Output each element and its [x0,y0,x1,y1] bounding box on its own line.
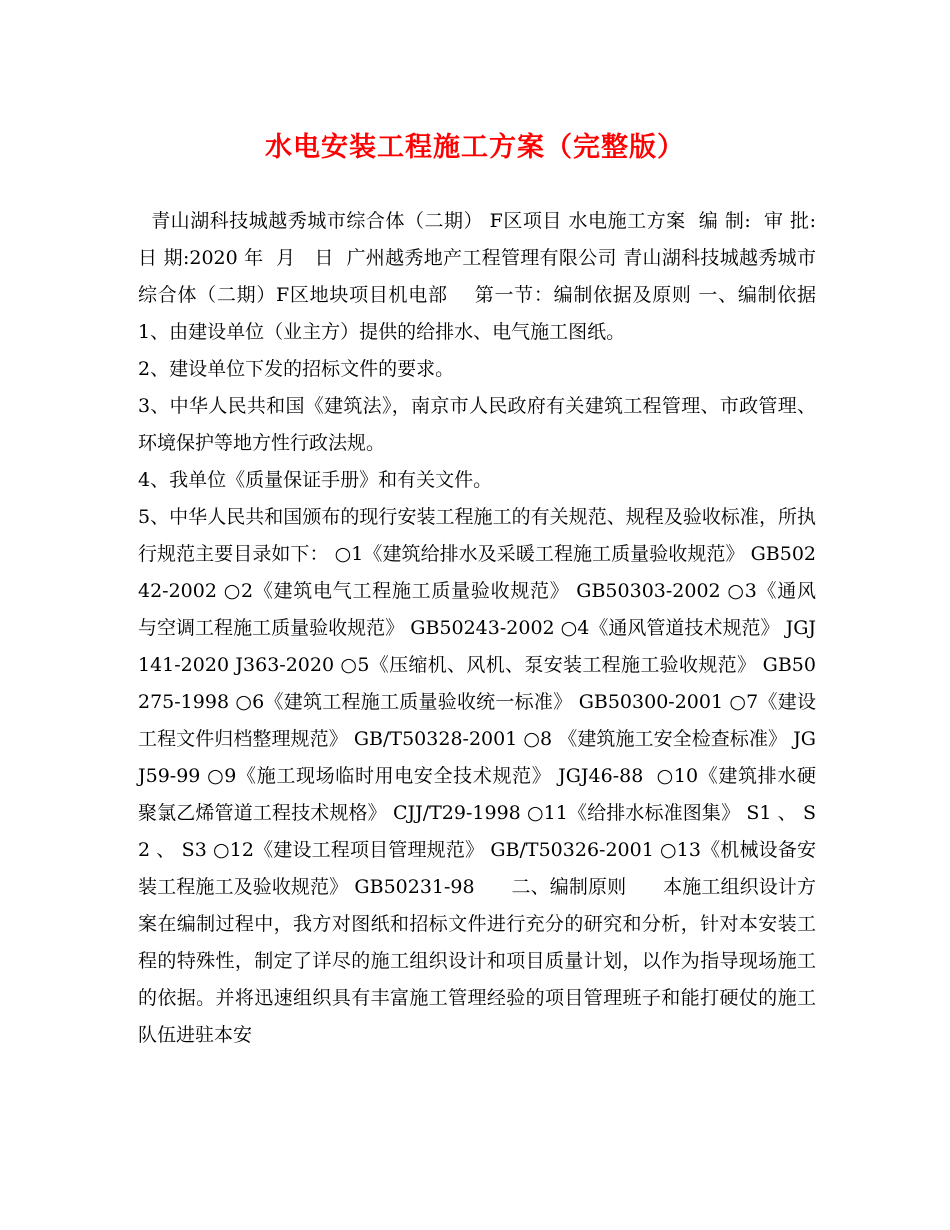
paragraph-intro: 青山湖科技城越秀城市综合体（二期） F区项目 水电施工方案 编 制: 审 批: 日 期:2020 年 月 日 广州越秀地产工程管理有限公司 青山湖科技城越秀城市综合体（二期）F区地块项目机电部 第一节：编制依据及原则 一、编制依据 1、由建设单位（业主方）提供的给排水、电气施工图纸。 [138,210,925,343]
paragraph-item-3: 3、中华人民共和国《建筑法》，南京市人民政府有关建筑工程管理、市政管理、环境保护等地方性行政法规。 [138,395,816,454]
paragraph-item-2: 2、建设单位下发的招标文件的要求。 [138,358,455,380]
document-title: 水电安装工程施工方案（完整版） [265,132,685,163]
document-body [138,203,925,1054]
paragraph-item-4: 4、我单位《质量保证手册》和有关文件。 [138,469,493,491]
paragraph-item-5: 5、中华人民共和国颁布的现行安装工程施工的有关规范、规程及验收标准，所执行规范主要目录如下： ○1《建筑给排水及采暖工程施工质量验收规范》 GB50242-2002 ○2《建筑电气工程施工质量验收规范》 GB50303-2002 ○3《通风与空调工程施工质量验收规范》 GB50243-2002 ○4《通风管道技术规范》 JGJ141-2020 J363-2020 ○5《压缩机、风机、泵安装工程施工验收规范》 GB50275-1998 ○6《建筑工程施工质量验收统一标准》 GB50300-2001 ○7《建设工程文件归档整理规范》 GB/T50328-2001 ○8 《建筑施工安全检查标准》 JGJ59-99 ○9《施工现场临时用电安全技术规范》 JGJ46-88 ○10《建筑排水硬聚氯乙烯管道工程技术规格》 CJJ/T29-1998 ○11《给排水标准图集》 S1 、 S2 、 S3 ○12《建设工程项目管理规范》 GB/T50326-2001 ○13《机械设备安装工程施工及验收规范》 GB50231-98 二、编制原则 本施工组织设计方案在编制过程中，我方对图纸和招标文件进行充分的研究和分析，针对本安装工程的特殊性，制定了详尽的施工组织设计和项目质量计划，以作为指导现场施工的依据。并将迅速组织具有丰富施工管理经验的项目管理班子和能打硬仗的施工队伍进驻本安 [138,506,816,1046]
